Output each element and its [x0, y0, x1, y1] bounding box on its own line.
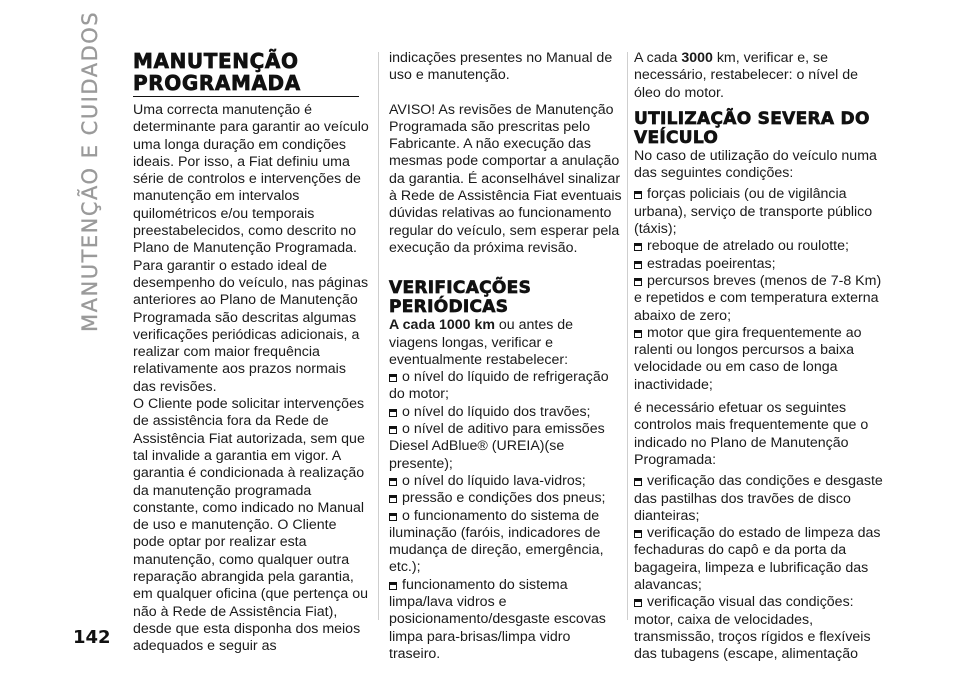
list-item [634, 186, 884, 238]
list-item-text: o nível do líquido lava-vidros; [402, 472, 586, 489]
list-item-text: estradas poeirentas; [647, 255, 776, 272]
heading-manutencao-programada: MANUTENÇÃO PROGRAMADA [133, 50, 359, 97]
checkbox-bullet-icon [389, 582, 397, 590]
paragraph: Para garantir o estado ideal de desempenho do veículo, nas páginas anteriores ao Plano de Manutenção Programada são descritas algumas verificações periódicas adicionais, a realizar com maior frequência relativamente aos prazos normais das revisões. [133, 257, 369, 395]
list-item-text: verificação do estado de limpeza das fechaduras do capô e da porta da bagageira, limpeza e lubrificação das alavancas; [634, 525, 881, 594]
list-item [389, 369, 625, 404]
list-item [389, 508, 625, 577]
list-item-text: verificação visual das condições: motor, caixa de velocidades, transmissão, troços rígidos e flexíveis das tubagens (escape, alimentação [634, 594, 871, 663]
paragraph [389, 317, 625, 369]
section-side-title: MANUTENÇÃO E CUIDADOS [78, 10, 102, 332]
list-item-text: o funcionamento do sistema de iluminação (faróis, indicadores de mudança de direção, emergência, etc.); [389, 507, 604, 576]
paragraph [634, 50, 884, 102]
list-item [389, 577, 625, 663]
interval-text: ou antes de viagens longas, verificar e eventualmente restabelecer: [389, 317, 574, 368]
column-divider [378, 52, 379, 620]
checkbox-bullet-icon [389, 478, 397, 486]
list-item [634, 525, 884, 594]
checkbox-bullet-icon [634, 191, 642, 199]
list-item [389, 473, 625, 490]
checkbox-bullet-icon [389, 409, 397, 417]
interval-label: A cada 1000 km [389, 317, 495, 334]
list-item-text: pressão e condições dos pneus; [402, 490, 606, 507]
checkbox-bullet-icon [389, 495, 397, 503]
paragraph: é necessário efetuar os seguintes controlos mais frequentemente que o indicado no Plano de Manutenção Programada: [634, 400, 869, 468]
list-item [389, 490, 625, 507]
list-item-text: funcionamento do sistema limpa/lava vidros e posicionamento/desgaste escovas limpa para-brisas/limpa vidro traseiro. [389, 576, 606, 662]
list-item-text: o nível do líquido dos travões; [402, 403, 591, 420]
checkbox-bullet-icon [634, 330, 642, 338]
list-item [634, 238, 884, 255]
list-item-text: o nível do líquido de refrigeração do motor; [389, 369, 609, 403]
checkbox-bullet-icon [634, 530, 642, 538]
checkbox-bullet-icon [389, 374, 397, 382]
heading-utilizacao-severa: UTILIZAÇÃO SEVERA DO VEÍCULO [634, 108, 870, 148]
list-item [389, 404, 625, 421]
list-item-text: reboque de atrelado ou roulotte; [647, 238, 849, 255]
list-item-text: percursos breves (menos de 7-8 Km) e repetidos e com temperatura externa abaixo de zero; [634, 272, 882, 324]
list-item [389, 421, 625, 473]
warning-paragraph: AVISO! As revisões de Manutenção Programada são prescritas pelo Fabricante. A não execução das mesmas pode comportar a anulação da garantia. É aconselhável sinalizar à Rede de Assistência Fiat eventuais dúvidas relativas ao funcionamento regular do veículo, sem esperar pela execução da próxima revisão. [389, 101, 622, 256]
heading-verificacoes-periodicas: VERIFICAÇÕES PERIÓDICAS [389, 278, 532, 318]
checkbox-bullet-icon [634, 243, 642, 251]
column-1 [133, 50, 371, 656]
list-item-text: o nível de aditivo para emissões Diesel AdBlue® (UREIA)(se presente); [389, 421, 605, 472]
checkbox-bullet-icon [389, 426, 397, 434]
list-item [634, 594, 884, 663]
page-number: 142 [73, 627, 111, 648]
list-item [634, 473, 884, 525]
checkbox-bullet-icon [389, 513, 397, 521]
paragraph: Uma correcta manutenção é determinante para garantir ao veículo uma longa duração em condições ideais. Por isso, a Fiat definiu uma série de controlos e intervenções de manutenção em intervalos quilométricos e/ou temporais preestabelecidos, como descrito no Plano de Manutenção Programada. [133, 102, 369, 257]
paragraph: O Cliente pode solicitar intervenções de assistência fora da Rede de Assistência Fiat autorizada, sem que tal invalide a garantia em vigor. A garantia é condicionada à realização da manutenção programada constante, como indicado no Manual de uso e manutenção. O Cliente pode optar por realizar esta manutenção, como qualquer outra reparação abrangida pela garantia, em qualquer oficina (que pertença ou não à Rede de Assistência Fiat), desde que esta disponha dos meios adequados e seguir as [133, 396, 369, 655]
checkbox-bullet-icon [634, 278, 642, 286]
checkbox-bullet-icon [634, 478, 642, 486]
paragraph: indicações presentes no Manual de uso e manutenção. [389, 50, 613, 84]
column-3 [634, 50, 884, 664]
column-2 [389, 50, 625, 663]
list-item-text: forças policiais (ou de vigilância urbana), serviço de transporte público (táxis); [634, 186, 873, 238]
column-divider [627, 52, 628, 620]
list-item [634, 273, 884, 325]
interval-label: 3000 [681, 50, 713, 66]
list-item [634, 325, 884, 394]
checkbox-bullet-icon [634, 261, 642, 269]
list-item-text: verificação das condições e desgaste das pastilhas dos travões de disco dianteiras; [634, 473, 883, 524]
paragraph: No caso de utilização do veículo numa das seguintes condições: [634, 147, 877, 182]
list-item [634, 256, 884, 273]
interval-text: km, verificar e, se necessário, restabelecer: o nível de óleo do motor. [634, 50, 858, 101]
checkbox-bullet-icon [634, 599, 642, 607]
interval-prefix: A cada [634, 50, 682, 66]
list-item-text: motor que gira frequentemente ao ralenti ou longos percursos a baixa velocidade ou em caso de longa inactividade; [634, 324, 862, 393]
